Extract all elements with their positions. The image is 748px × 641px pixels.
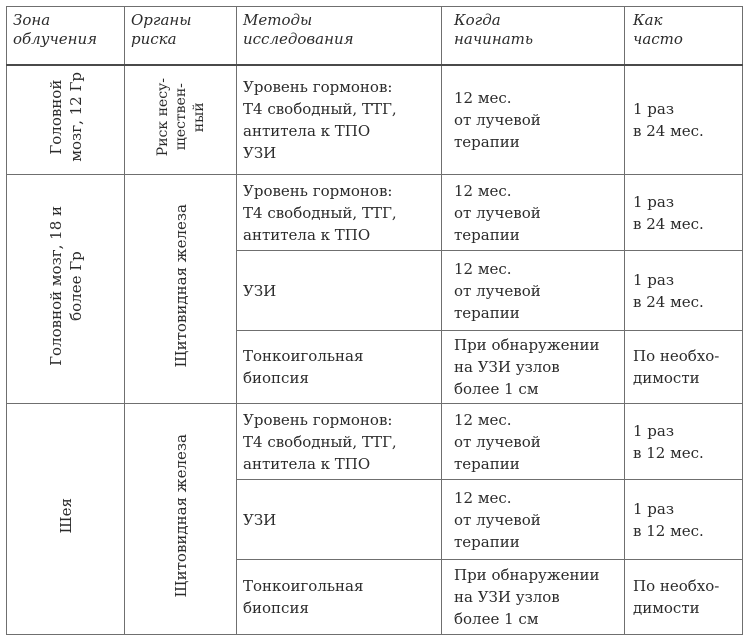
start-cell: 12 мес. от лучевой терапии bbox=[442, 404, 625, 480]
table-row bbox=[7, 175, 743, 251]
frequency-cell: 1 раз в 24 мес. bbox=[625, 175, 743, 251]
method-cell: Уровень гормонов: Т4 свободный, ТТГ, антитела к ТПО УЗИ bbox=[237, 65, 442, 175]
organ-label: Щитовидная железа bbox=[171, 204, 190, 368]
start-cell: 12 мес. от лучевой терапии bbox=[442, 65, 625, 175]
header-start: Когда начинать bbox=[442, 7, 625, 65]
start-cell: 12 мес. от лучевой терапии bbox=[442, 251, 625, 331]
method-cell: УЗИ bbox=[237, 480, 442, 560]
method-cell: Уровень гормонов: Т4 свободный, ТТГ, антитела к ТПО bbox=[237, 404, 442, 480]
start-cell: При обнаружении на УЗИ узлов более 1 см bbox=[442, 560, 625, 635]
table-row bbox=[7, 404, 743, 480]
method-cell: Тонкоигольная биопсия bbox=[237, 331, 442, 404]
header-methods: Методы исследования bbox=[237, 7, 442, 65]
organ-cell bbox=[125, 404, 237, 635]
zone-label: Головной мозг, 18 и более Гр bbox=[46, 206, 85, 366]
header-frequency: Как часто bbox=[625, 7, 743, 65]
frequency-cell: По необхо- димости bbox=[625, 560, 743, 635]
zone-cell bbox=[7, 404, 125, 635]
zone-label: Головной мозг, 12 Гр bbox=[46, 71, 85, 162]
start-cell: 12 мес. от лучевой терапии bbox=[442, 175, 625, 251]
table-row bbox=[7, 65, 743, 175]
method-cell: Уровень гормонов: Т4 свободный, ТТГ, антитела к ТПО bbox=[237, 175, 442, 251]
method-cell: Тонкоигольная биопсия bbox=[237, 560, 442, 635]
header-zone: Зона облучения bbox=[7, 7, 125, 65]
frequency-cell: 1 раз в 24 мес. bbox=[625, 251, 743, 331]
zone-cell bbox=[7, 175, 125, 404]
organ-cell bbox=[125, 65, 237, 175]
document-page bbox=[6, 6, 742, 634]
method-cell: УЗИ bbox=[237, 251, 442, 331]
frequency-cell: По необхо- димости bbox=[625, 331, 743, 404]
zone-cell bbox=[7, 65, 125, 175]
frequency-cell: 1 раз в 12 мес. bbox=[625, 480, 743, 560]
frequency-cell: 1 раз в 24 мес. bbox=[625, 65, 743, 175]
start-cell: При обнаружении на УЗИ узлов более 1 см bbox=[442, 331, 625, 404]
header-organs: Органы риска bbox=[125, 7, 237, 65]
organ-cell bbox=[125, 175, 237, 404]
header-row bbox=[7, 7, 743, 65]
organ-label: Щитовидная железа bbox=[171, 434, 190, 598]
start-cell: 12 мес. от лучевой терапии bbox=[442, 480, 625, 560]
monitoring-table bbox=[6, 6, 743, 635]
organ-label: Риск несу- ществен- ный bbox=[154, 77, 207, 156]
zone-label: Шея bbox=[56, 498, 75, 534]
frequency-cell: 1 раз в 12 мес. bbox=[625, 404, 743, 480]
